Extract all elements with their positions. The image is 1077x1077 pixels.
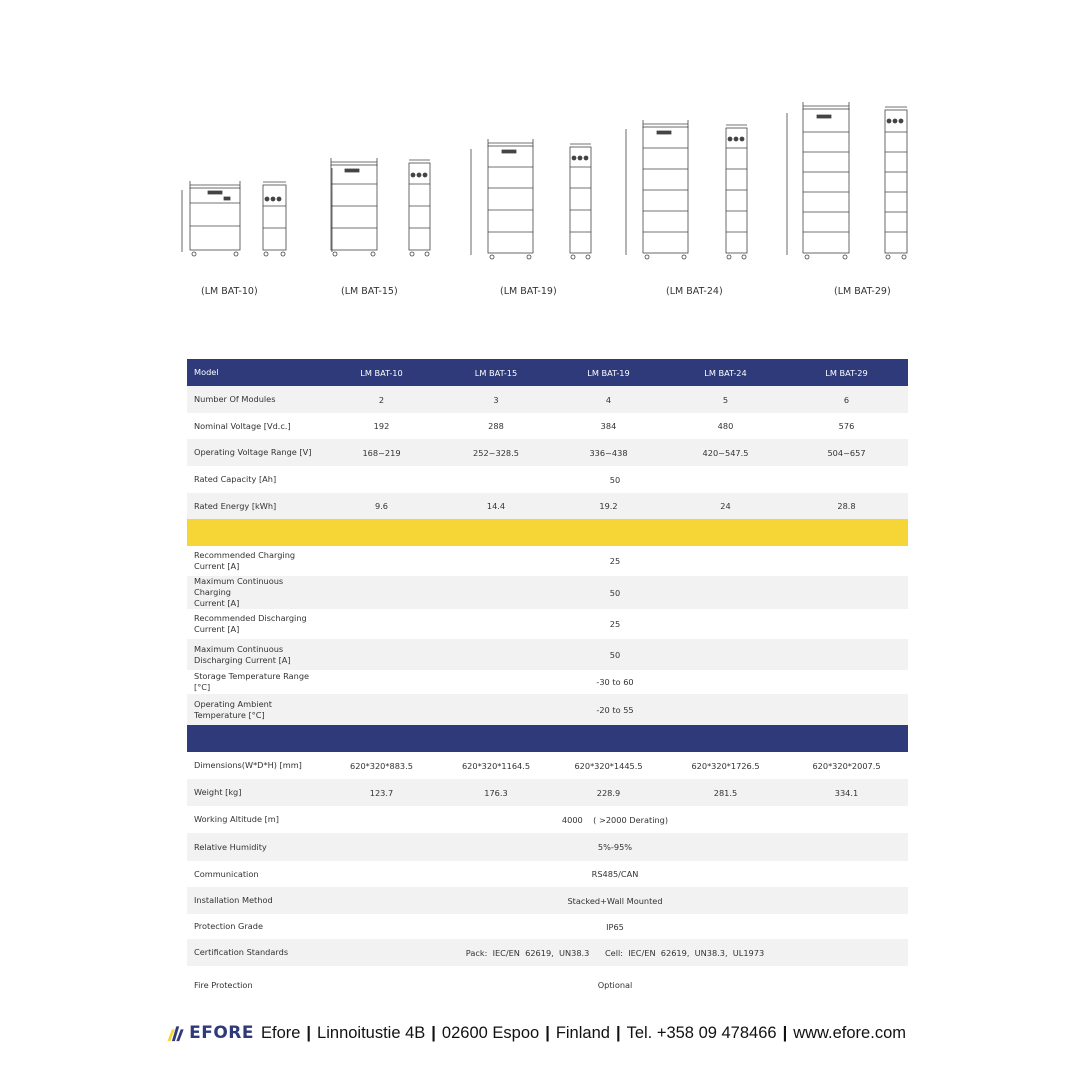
- header-cell: LM BAT-24: [666, 359, 785, 386]
- row-label: Recommended Charging Current [A]: [194, 550, 296, 571]
- row-label: Certification Standards: [187, 939, 322, 966]
- cell: 334.1: [785, 779, 908, 806]
- country: Finland: [555, 1023, 610, 1042]
- efore-logo-icon: [166, 1020, 185, 1046]
- row-label: Rated Capacity [Ah]: [194, 474, 277, 484]
- table-row: [187, 966, 908, 1004]
- cell: 176.3: [441, 779, 551, 806]
- cell: 252~328.5: [441, 439, 551, 466]
- row-label: Recommended Discharging Current [A]: [194, 613, 307, 634]
- bat-15-front-drawing: [331, 158, 377, 256]
- row-label: Rated Energy [kWh]: [187, 493, 322, 519]
- bat-29-side-drawing: [885, 107, 907, 259]
- row-label: Fire Protection: [194, 979, 253, 990]
- footer-contact: [166, 1018, 906, 1048]
- row-label: Maximum Continuous Discharging Current [A]: [187, 639, 322, 670]
- bat-19-side-drawing: [570, 144, 591, 259]
- efore-logo-text: EFORE: [189, 1023, 254, 1043]
- bat-29-front-drawing: [787, 102, 849, 259]
- cell: 168~219: [322, 439, 441, 466]
- table-row: [187, 413, 908, 439]
- caption-bat-10: (LM BAT-10): [201, 286, 258, 297]
- bat-10-front-drawing: [182, 181, 240, 256]
- table-row: [187, 466, 908, 493]
- cell: Pack: IEC/EN 62619, UN38.3 Cell: IEC/EN 62619, UN38.3, UL1973: [322, 939, 908, 966]
- cell: 123.7: [322, 779, 441, 806]
- cell: 50: [322, 576, 908, 609]
- table-row: [187, 609, 908, 639]
- cell: 620*320*1164.5: [461, 760, 531, 771]
- table-row: [187, 914, 908, 939]
- row-label: Maximum Continuous Charging Current [A]: [187, 576, 322, 609]
- table-row: [187, 639, 908, 670]
- caption-bat-29: (LM BAT-29): [834, 286, 891, 297]
- cell: -20 to 55: [322, 694, 908, 725]
- table-row: [187, 439, 908, 466]
- cell: 19.2: [551, 493, 666, 519]
- table-row: [187, 887, 908, 914]
- section-divider-blue: [187, 725, 908, 752]
- cell: 620*320*883.5: [350, 760, 413, 771]
- row-label: Number Of Modules: [187, 386, 322, 413]
- website-link[interactable]: www.efore.com: [793, 1023, 906, 1042]
- table-row: [187, 779, 908, 806]
- cell: 281.5: [666, 779, 785, 806]
- separator: |: [306, 1023, 312, 1042]
- section-divider-yellow: [187, 519, 908, 546]
- row-label: Protection Grade: [194, 921, 263, 931]
- cell: 620*320*1726.5: [691, 760, 760, 771]
- cell: Optional: [597, 980, 633, 990]
- table-header-row: [187, 359, 908, 386]
- row-label: Storage Temperature Range [°C]: [194, 671, 310, 692]
- cell: 50: [609, 474, 621, 485]
- row-label: Installation Method: [187, 887, 322, 914]
- row-label: Dimensions(W*D*H) [mm]: [194, 760, 302, 770]
- row-label: Relative Humidity: [187, 833, 322, 861]
- header-cell: LM BAT-29: [785, 359, 908, 386]
- separator: |: [615, 1023, 621, 1042]
- separator: |: [431, 1023, 436, 1042]
- table-row: [187, 694, 908, 725]
- cell: 192: [373, 421, 390, 431]
- cell: 4: [551, 386, 666, 413]
- cell: 25: [609, 619, 621, 629]
- bat-19-front-drawing: [471, 139, 533, 259]
- cell: 9.6: [322, 493, 441, 519]
- separator: |: [545, 1023, 550, 1042]
- header-cell: Model: [187, 359, 322, 386]
- cell: 4000 ( >2000 Derating): [561, 814, 669, 825]
- cell: 25: [609, 556, 621, 566]
- table-row: [187, 493, 908, 519]
- row-label: Working Altitude [m]: [194, 814, 279, 824]
- table-row: [187, 861, 908, 887]
- cell: 504~657: [785, 439, 908, 466]
- company-name: Efore: [260, 1023, 301, 1042]
- cell: 480: [717, 421, 734, 431]
- cell: Stacked+Wall Mounted: [322, 887, 908, 914]
- table-row: [187, 752, 908, 779]
- row-label: Communication: [194, 868, 259, 879]
- caption-bat-19: (LM BAT-19): [500, 286, 557, 297]
- bat-24-front-drawing: [626, 120, 688, 259]
- caption-bat-24: (LM BAT-24): [666, 286, 723, 297]
- row-label: Nominal Voltage [Vd.c.]: [194, 420, 291, 431]
- cell: 5%-95%: [322, 833, 908, 861]
- bat-24-side-drawing: [726, 125, 747, 259]
- city-address: 02600 Espoo: [441, 1023, 540, 1042]
- cell: 420~547.5: [666, 439, 785, 466]
- cell: 28.8: [785, 493, 908, 519]
- row-label: Weight [kg]: [187, 779, 322, 806]
- table-row: [187, 546, 908, 576]
- cell: 576: [838, 421, 855, 431]
- phone-number: Tel. +358 09 478466: [626, 1023, 777, 1042]
- cell: 288: [488, 421, 504, 431]
- table-row: [187, 576, 908, 609]
- header-cell: LM BAT-19: [551, 359, 666, 386]
- header-cell: LM BAT-10: [322, 359, 441, 386]
- cell: 50: [322, 639, 908, 670]
- cell: 24: [666, 493, 785, 519]
- cell: 620*320*1445.5: [574, 760, 643, 771]
- street-address: Linnoitustie 4B: [317, 1023, 426, 1042]
- separator: |: [782, 1023, 788, 1042]
- cell: 384: [600, 421, 617, 431]
- table-row: [187, 670, 908, 694]
- cell: 620*320*2007.5: [812, 760, 881, 771]
- cell: -30 to 60: [596, 677, 634, 687]
- row-label: Operating Ambient Temperature [°C]: [187, 694, 322, 725]
- cell: RS485/CAN: [591, 869, 639, 879]
- header-cell: LM BAT-15: [441, 359, 551, 386]
- cell: 336~438: [551, 439, 666, 466]
- cell: 228.9: [551, 779, 666, 806]
- cell: 2: [322, 386, 441, 413]
- caption-bat-15: (LM BAT-15): [341, 286, 398, 297]
- row-label: Operating Voltage Range [V]: [187, 439, 322, 466]
- bat-15-side-drawing: [409, 160, 430, 256]
- cell: 5: [666, 386, 785, 413]
- table-row: [187, 386, 908, 413]
- specification-table: [187, 359, 908, 1004]
- table-row: [187, 833, 908, 861]
- cell: IP65: [606, 921, 624, 932]
- cell: 6: [785, 386, 908, 413]
- cell: 3: [441, 386, 551, 413]
- table-row: [187, 939, 908, 966]
- bat-10-side-drawing: [263, 182, 286, 256]
- battery-drawings: [170, 95, 915, 270]
- cell: 14.4: [441, 493, 551, 519]
- table-row: [187, 806, 908, 833]
